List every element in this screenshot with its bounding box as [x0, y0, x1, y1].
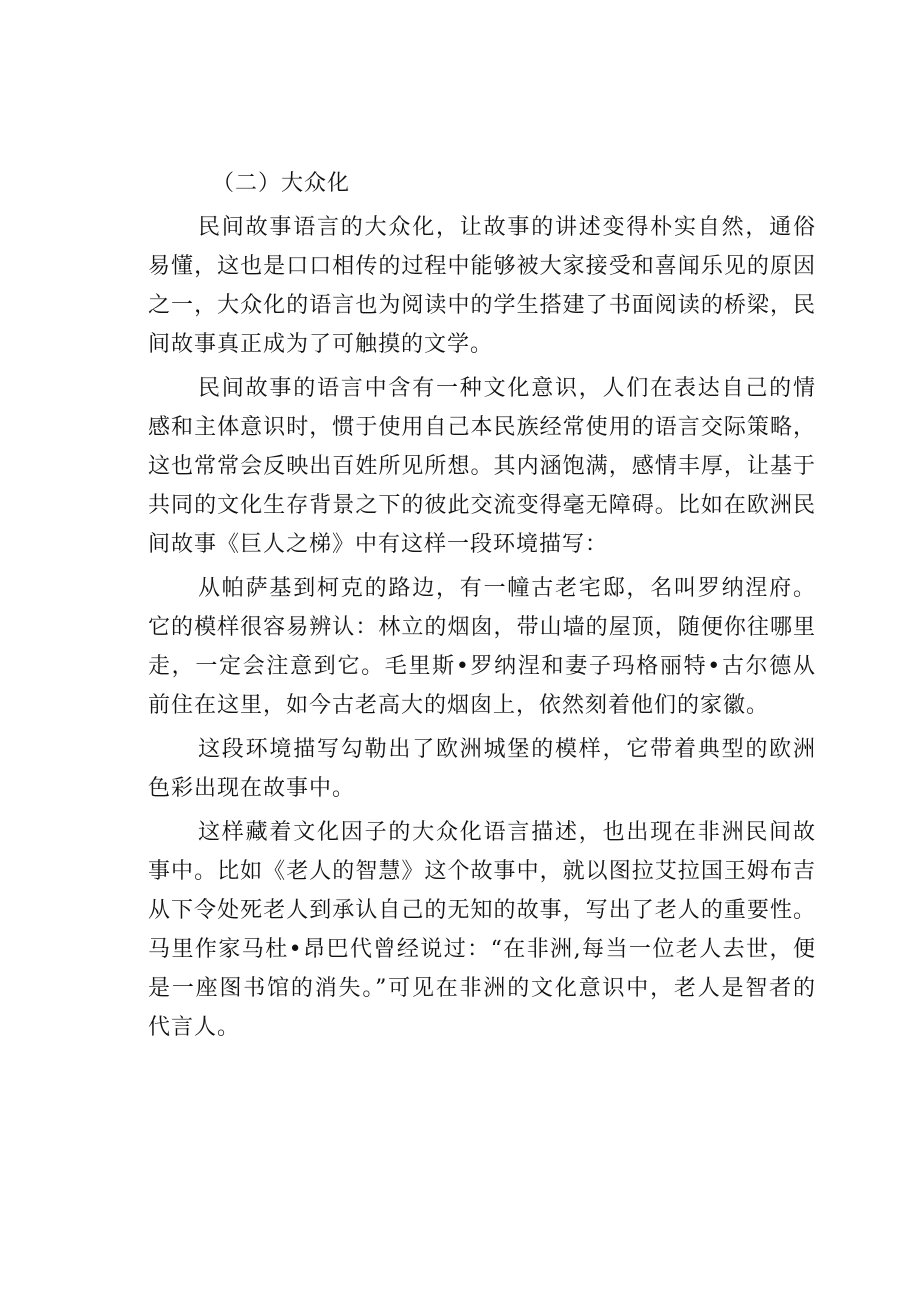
- paragraph-5: 这样藏着文化因子的大众化语言描述，也出现在非洲民间故事中。比如《老人的智慧》这个故事中，就以图拉艾拉国王姆布吉从下令处死老人到承认自己的无知的故事，写出了老人的重要性。马里作家马杜•昂巴代曾经说过：“在非洲,每当一位老人去世，便是一座图书馆的消失。”可见在非洲的文化意识中，老人是智者的代言人。: [148, 820, 816, 1040]
- paragraph-1: 民间故事语言的大众化，让故事的讲述变得朴实自然，通俗易懂，这也是口口相传的过程中能够被大家接受和喜闻乐见的原因之一，大众化的语言也为阅读中的学生搭建了书面阅读的桥梁，民间故事真正成为了可触摸的文学。: [148, 215, 816, 357]
- paragraph-3-quote: 从帕萨基到柯克的路边，有一幢古老宅邸，名叫罗纳涅府。它的模样很容易辨认：林立的烟囱，带山墙的屋顶，随便你往哪里走，一定会注意到它。毛里斯•罗纳涅和妻子玛格丽特•古尔德从前住在这里，如今古老高大的烟囱上，依然刻着他们的家徽。: [148, 576, 816, 718]
- section-heading: （二）大众化: [212, 171, 351, 196]
- paragraph-2: 民间故事的语言中含有一种文化意识，人们在表达自己的情感和主体意识时，惯于使用自己本民族经常使用的语言交际策略，这也常常会反映出百姓所见所想。其内涵饱满，感情丰厚，让基于共同的文化生存背景之下的彼此交流变得毫无障碍。比如在欧洲民间故事《巨人之梯》中有这样一段环境描写：: [148, 376, 816, 557]
- paragraph-4: 这段环境描写勾勒出了欧洲城堡的模样，它带着典型的欧洲色彩出现在故事中。: [148, 737, 816, 801]
- document-body: [148, 164, 816, 1052]
